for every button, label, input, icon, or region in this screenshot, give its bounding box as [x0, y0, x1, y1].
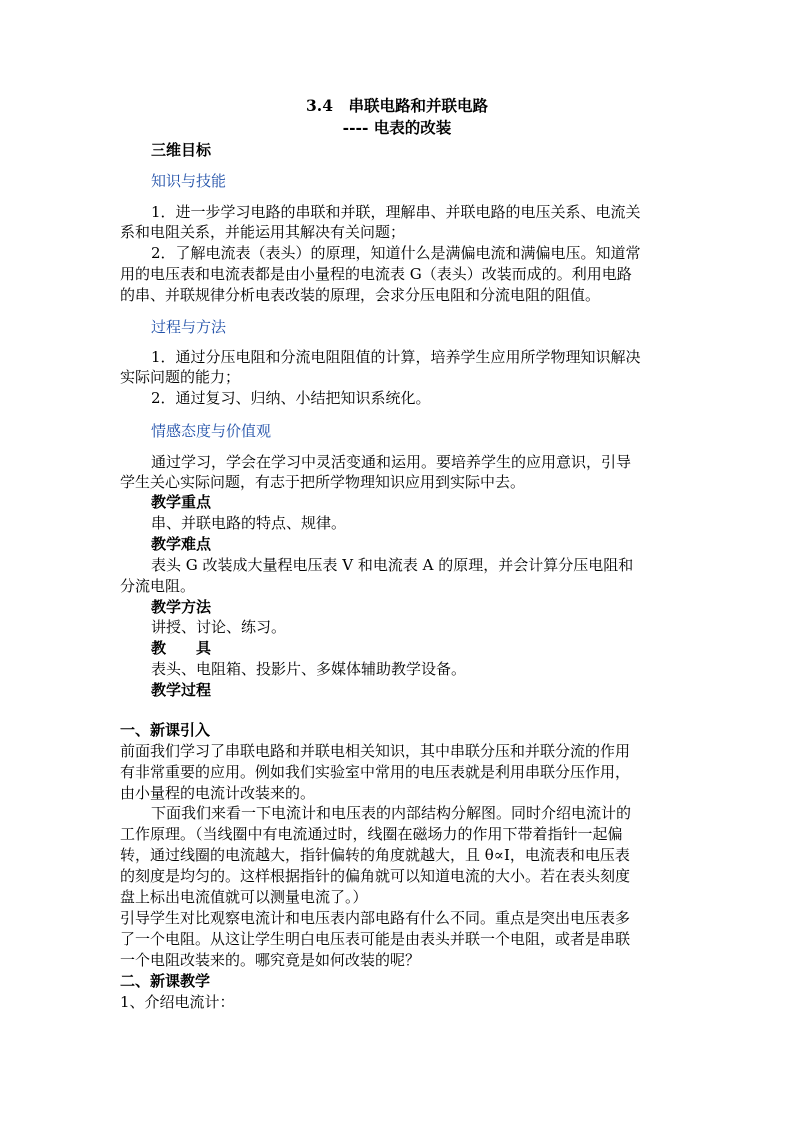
section1-line: 前面我们学习了串联电路和并联电相关知识，其中串联分压和并联分流的作用: [120, 742, 631, 760]
attitude-line: 通过学习，学会在学习中灵活变通和运用。要培养学生的应用意识，引导: [151, 453, 632, 471]
process-line: 2．通过复习、归纳、小结把知识系统化。: [151, 389, 431, 407]
section1-line: 了一个电阻。从这让学生明白电压表可能是由表头并联一个电阻，或者是串联: [120, 930, 631, 948]
difficulty-line: 分流电阻。: [120, 577, 196, 595]
method-text: 讲授、讨论、练习。: [151, 618, 287, 636]
difficulty-heading: 教学难点: [151, 535, 212, 553]
section1-line: 下面我们来看一下电流计和电压表的内部结构分解图。同时介绍电流计的: [151, 804, 632, 822]
section1-line: 盘上标出电流值就可以测量电流了。）: [120, 888, 368, 906]
section1-line: 由小量程的电流计改装来的。: [120, 784, 316, 802]
section1-line: 引导学生对比观察电流计和电压表内部电路有什么不同。重点是突出电压表多: [120, 909, 631, 927]
doc-subtitle: ---- 电表的改装: [342, 118, 452, 137]
knowledge-line: 的串、并联规律分析电表改装的原理，会求分压电阻和分流电阻的阻值。: [120, 286, 601, 304]
tools-text: 表头、电阻箱、投影片、多媒体辅助教学设备。: [151, 660, 467, 678]
key-point-text: 串、并联电路的特点、规律。: [151, 514, 347, 532]
process-section-heading: 教学过程: [151, 681, 212, 699]
section1-line: 的刻度是均匀的。这样根据指针的偏角就可以知道电流的大小。若在表头刻度: [120, 867, 631, 885]
section1-line: 转，通过线圈的电流越大，指针偏转的角度就越大，且 θ∝I，电流表和电压表: [120, 846, 630, 864]
attitude-line: 学生关心实际问题，有志于把所学物理知识应用到实际中去。: [120, 473, 526, 491]
section2-heading: 二、新课教学: [120, 972, 211, 990]
knowledge-line: 2．了解电流表（表头）的原理，知道什么是满偏电流和满偏电压。知道常: [151, 244, 641, 262]
section1-heading: 一、新课引入: [120, 721, 211, 739]
difficulty-line: 表头 G 改装成大量程电压表 V 和电流表 A 的原理，并会计算分压电阻和: [151, 556, 634, 574]
knowledge-line: 1．进一步学习电路的串联和并联，理解串、并联电路的电压关系、电流关: [151, 203, 641, 221]
section1-line: 工作原理。（当线圈中有电流通过时，线圈在磁场力的作用下带着指针一起偏: [120, 825, 623, 843]
process-line: 实际问题的能力；: [120, 368, 241, 386]
method-heading: 教学方法: [151, 598, 212, 616]
tools-heading: 教 具: [151, 639, 212, 657]
doc-title: 3.4 串联电路和并联电路: [306, 96, 488, 115]
section1-line: 有非常重要的应用。例如我们实验室中常用的电压表就是利用串联分压作用，: [120, 763, 631, 781]
process-line: 1．通过分压电阻和分流电阻阻值的计算，培养学生应用所学物理知识解决: [151, 348, 641, 366]
knowledge-heading: 知识与技能: [151, 172, 227, 190]
knowledge-line: 用的电压表和电流表都是由小量程的电流表 G（表头）改装而成的。利用电路: [120, 265, 632, 283]
knowledge-line: 系和电阻关系，并能运用其解决有关问题；: [120, 223, 406, 241]
process-heading: 过程与方法: [151, 318, 227, 336]
attitude-heading: 情感态度与价值观: [151, 422, 272, 440]
section1-line: 一个电阻改装来的。哪究竟是如何改装的呢？: [120, 951, 421, 969]
section2-item: 1、介绍电流计：: [120, 993, 235, 1011]
key-point-heading: 教学重点: [151, 493, 212, 511]
goals-heading: 三维目标: [151, 141, 212, 159]
